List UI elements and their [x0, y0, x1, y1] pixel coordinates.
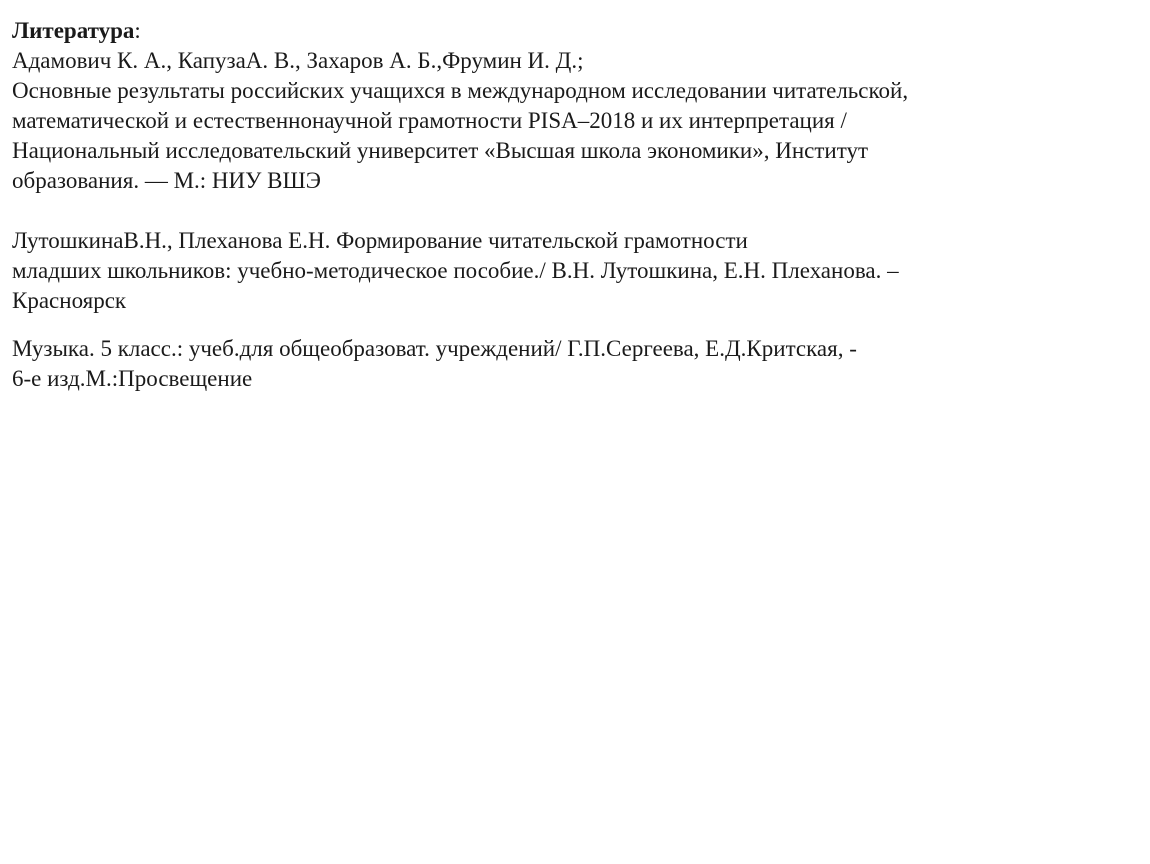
reference-3-line-2: 6-е изд.М.:Просвещение	[12, 366, 253, 391]
spacer	[12, 196, 1142, 226]
heading-title: Литература	[12, 18, 135, 43]
reference-1-line-3: математической и естественнонаучной грамотности PISA–2018 и их интерпретация /	[12, 108, 847, 133]
document-body	[12, 16, 1142, 394]
heading-colon: :	[134, 18, 141, 43]
reference-1-line-5: образования. — М.: НИУ ВШЭ	[12, 168, 321, 193]
literature-heading	[12, 16, 1142, 46]
reference-2-line-3: Красноярск	[12, 288, 127, 313]
reference-1-line-2: Основные результаты российских учащихся в международном исследовании читательской,	[12, 78, 909, 103]
reference-3-line-1: Музыка. 5 класс.: учеб.для общеобразоват. учреждений/ Г.П.Сергеева, Е.Д.Критская, -	[12, 336, 857, 361]
spacer	[12, 316, 1142, 334]
reference-3	[12, 334, 1142, 394]
reference-2-line-1: ЛутошкинаВ.Н., Плеханова Е.Н. Формирование читательской грамотности	[12, 228, 748, 253]
reference-1	[12, 46, 1142, 196]
reference-2	[12, 226, 1142, 316]
reference-2-line-2: младших школьников: учебно-методическое пособие./ В.Н. Лутошкина, Е.Н. Плеханова. –	[12, 258, 899, 283]
reference-1-line-4: Национальный исследовательский университет «Высшая школа экономики», Институт	[12, 138, 869, 163]
reference-1-line-1: Адамович К. А., КапузаА. В., Захаров А. Б.,Фрумин И. Д.;	[12, 48, 584, 73]
